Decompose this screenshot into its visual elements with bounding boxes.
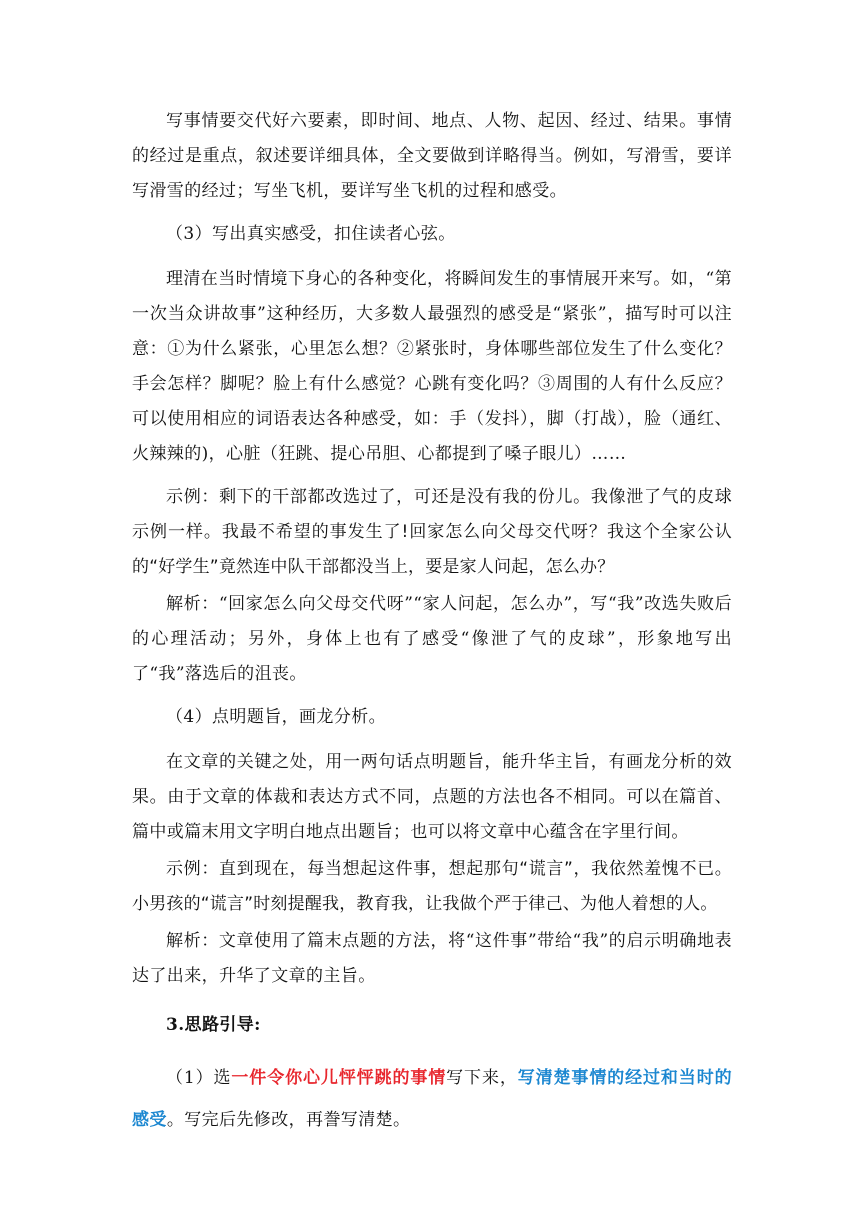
- paragraph-theme-method: 在文章的关键之处，用一两句话点明题旨，能升华主旨，有画龙分析的效果。由于文章的体裁和表达方式不同，点题的方法也各不相同。可以在篇首、篇中或篇末用文字明白地点出题旨；也可以将文章中心蕴含在字里行间。: [132, 752, 732, 842]
- paragraph-six-elements: 写事情要交代好六要素，即时间、地点、人物、起因、经过、结果。事情的经过是重点，叙述要详细具体，全文要做到详略得当。例如，写滑雪，要详写滑雪的经过；写坐飞机，要详写坐飞机的过程和感受。: [132, 111, 732, 201]
- document-body: [132, 104, 732, 1141]
- guidance-item-1-prefix: （1）选: [166, 1068, 232, 1088]
- analysis-paragraph-2: 解析：文章使用了篇末点题的方法，将“这件事”带给“我”的启示明确地表达了出来，升华了文章的主旨。: [132, 931, 732, 986]
- heading-real-feelings: （3）写出真实感受，扣住读者心弦。: [166, 224, 456, 244]
- analysis-paragraph-1: 解析：“回家怎么向父母交代呀”“家人问起，怎么办”，写“我”改选失败后的心理活动；另外，身体上也有了感受“像泄了气的皮球”，形象地写出了“我”落选后的沮丧。: [132, 594, 732, 684]
- example-paragraph-2: 示例：直到现在，每当想起这件事，想起那句“谎言”，我依然羞愧不已。小男孩的“谎言”时刻提醒我，教育我，让我做个严于律己、为他人着想的人。: [132, 859, 732, 914]
- heading-theme: （4）点明题旨，画龙分析。: [166, 707, 387, 727]
- paragraph-feelings-changes: 理清在当时情境下身心的各种变化，将瞬间发生的事情展开来写。如，“第一次当众讲故事”这种经历，大多数人最强烈的感受是“紧张”，描写时可以注意：①为什么紧张，心里怎么想？②紧张时，身体哪些部位发生了什么变化？手会怎样？脚呢？脸上有什么感觉？心跳有变化吗？③周围的人有什么反应？可以使用相应的词语表达各种感受，如：手（发抖），脚（打战），脸（通红、火辣辣的)，心脏（狂跳、提心吊胆、心都提到了嗓子眼儿）……: [132, 269, 732, 464]
- example-paragraph-1: 示例：剩下的干部都改选过了，可还是没有我的份儿。我像泄了气的皮球示例一样。我最不希望的事发生了!回家怎么向父母交代呀？我这个全家公认的“好学生”竟然连中队干部都没当上，要是家人问起，怎么办？: [132, 487, 732, 577]
- highlight-blue-phrase: 写清楚事情的经过和当时的感受: [132, 1068, 732, 1130]
- section-title-guidance: 3.思路引导:: [166, 1015, 261, 1035]
- guidance-item-1-mid: 写下来，: [446, 1068, 518, 1088]
- guidance-item-1: [132, 1057, 732, 1141]
- guidance-item-1-suffix: 。写完后先修改，再誊写清楚。: [166, 1110, 411, 1130]
- highlight-red-phrase: 一件令你心儿怦怦跳的事情: [231, 1068, 447, 1088]
